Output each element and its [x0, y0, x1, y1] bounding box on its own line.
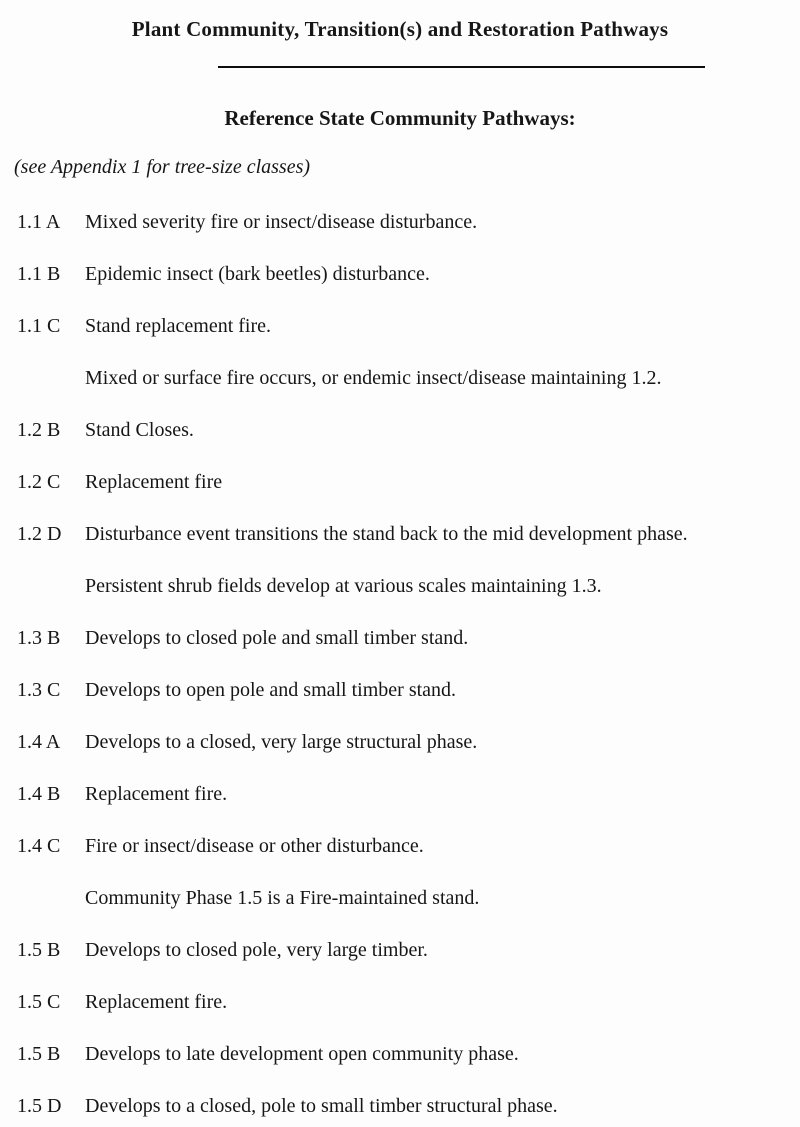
appendix-note: (see Appendix 1 for tree-size classes): [14, 156, 311, 178]
pathway-row: [0, 1044, 800, 1065]
pathway-code: 1.5 C: [17, 991, 61, 1013]
pathway-text: Stand replacement fire.: [85, 315, 272, 337]
pathway-row: [0, 680, 800, 701]
pathway-code: 1.2 C: [17, 471, 61, 493]
pathway-code: 1.5 B: [17, 939, 61, 961]
pathway-text: Stand Closes.: [85, 419, 194, 441]
pathway-code: 1.4 B: [17, 783, 61, 805]
pathway-row: [0, 732, 800, 753]
pathway-row: [0, 420, 800, 441]
pathway-row: [0, 472, 800, 493]
pathway-row: [0, 316, 800, 337]
pathway-text: Develops to closed pole, very large timber.: [85, 939, 428, 961]
pathway-code: 1.1 A: [17, 211, 61, 233]
pathway-code: 1.4 A: [17, 731, 61, 753]
pathway-code: 1.1 C: [17, 315, 61, 337]
section-heading: Reference State Community Pathways:: [224, 106, 576, 130]
pathway-row: [0, 264, 800, 285]
page-title: Plant Community, Transition(s) and Restoration Pathways: [131, 17, 669, 41]
pathway-text: Develops to a closed, pole to small timber structural phase.: [85, 1095, 558, 1117]
pathway-row: [0, 784, 800, 805]
title-underline-rule: [218, 66, 705, 68]
pathway-note-row: [0, 368, 800, 389]
pathway-note-row: [0, 576, 800, 597]
pathway-code: 1.4 C: [17, 835, 61, 857]
pathway-code: 1.3 C: [17, 679, 61, 701]
pathway-row: [0, 940, 800, 961]
pathway-list: [0, 212, 800, 1117]
pathway-text: Community Phase 1.5 is a Fire-maintained stand.: [85, 887, 480, 909]
pathway-text: Epidemic insect (bark beetles) disturbance.: [85, 263, 430, 285]
pathway-row: [0, 992, 800, 1013]
pathway-text: Develops to closed pole and small timber stand.: [85, 627, 469, 649]
pathway-text: Disturbance event transitions the stand back to the mid development phase.: [85, 523, 688, 545]
pathway-text: Develops to open pole and small timber stand.: [85, 679, 457, 701]
pathway-note-row: [0, 888, 800, 909]
pathway-row: [0, 836, 800, 857]
pathway-text: Develops to late development open community phase.: [85, 1043, 519, 1065]
pathway-row: [0, 1096, 800, 1117]
pathway-text: Persistent shrub fields develop at various scales maintaining 1.3.: [85, 575, 602, 597]
pathway-row: [0, 628, 800, 649]
pathway-row: [0, 212, 800, 233]
pathway-code: 1.2 B: [17, 419, 61, 441]
pathway-text: Mixed severity fire or insect/disease disturbance.: [85, 211, 478, 233]
pathway-code: 1.5 B: [17, 1043, 61, 1065]
pathway-text: Mixed or surface fire occurs, or endemic insect/disease maintaining 1.2.: [85, 367, 662, 389]
pathway-code: 1.3 B: [17, 627, 61, 649]
pathway-code: 1.5 D: [17, 1095, 62, 1117]
pathway-text: Replacement fire.: [85, 991, 228, 1013]
pathway-code: 1.2 D: [17, 523, 62, 545]
pathway-text: Replacement fire.: [85, 783, 228, 805]
pathway-text: Develops to a closed, very large structural phase.: [85, 731, 478, 753]
pathway-text: Fire or insect/disease or other disturbance.: [85, 835, 424, 857]
pathway-text: Replacement fire: [85, 471, 223, 493]
pathway-row: [0, 524, 800, 545]
pathway-code: 1.1 B: [17, 263, 61, 285]
